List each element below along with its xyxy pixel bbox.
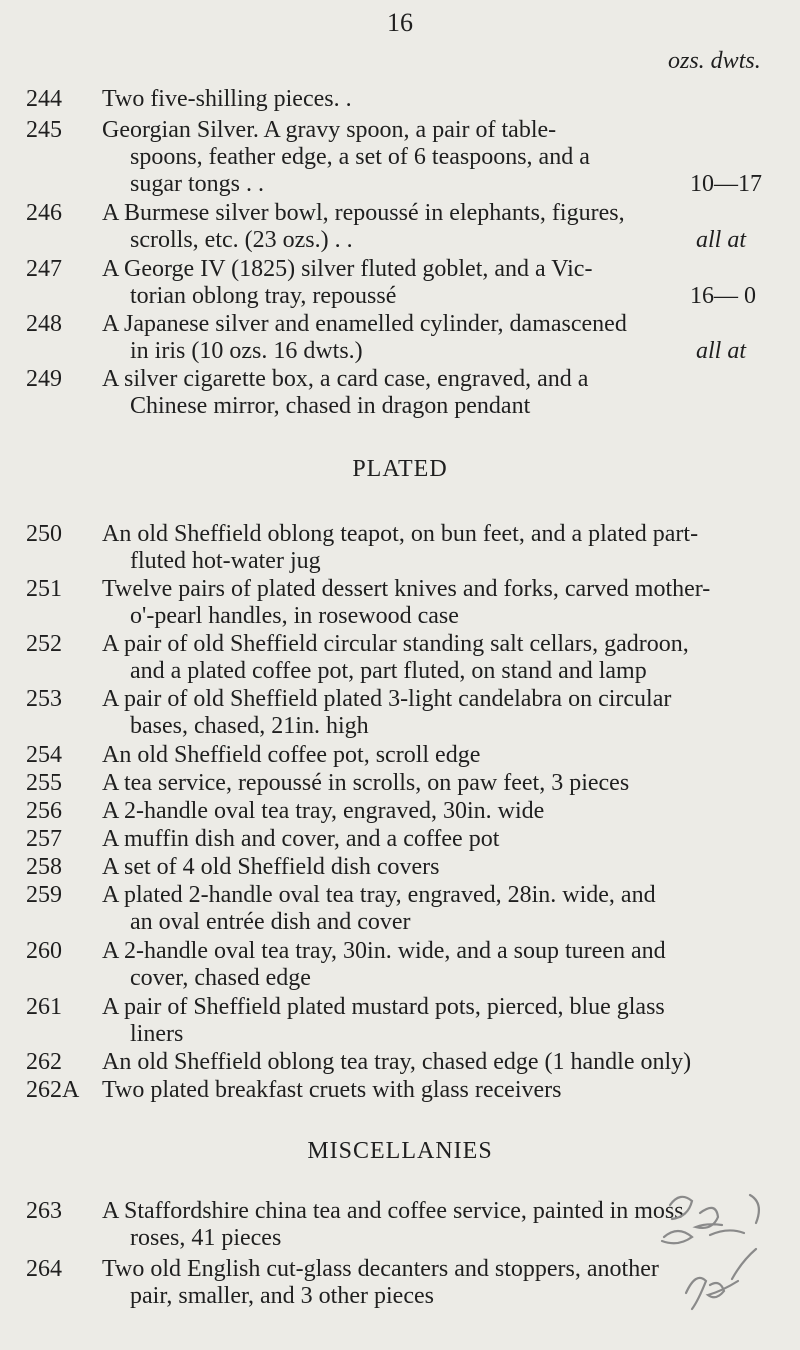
lot-description: and a plated coffee pot, part fluted, on stand and lamp [130,658,647,684]
lot-number: 258 [26,854,62,880]
lot-description: An old Sheffield oblong tea tray, chased edge (1 handle only) [102,1049,692,1075]
lot-description: liners [130,1021,184,1047]
lot-description: A Burmese silver bowl, repoussé in elephants, figures, [102,200,625,226]
lot-description: bases, chased, 21in. high [130,713,369,739]
lot-number: 253 [26,686,62,712]
lot-number: 261 [26,994,62,1020]
lot-description: sugar tongs . . [130,171,264,197]
lot-description: A pair of Sheffield plated mustard pots, pierced, blue glass [102,994,665,1020]
lot-number: 264 [26,1256,62,1282]
lot-number: 255 [26,770,62,796]
lot-number: 245 [26,117,62,143]
lot-description: torian oblong tray, repoussé [130,283,397,309]
lot-description: fluted hot-water jug [130,548,321,574]
lot-value: all at [696,227,747,253]
lot-number: 254 [26,742,62,768]
page-number: 16 [387,8,413,37]
lot-description: Chinese mirror, chased in dragon pendant [130,393,531,419]
lot-description: Two five-shilling pieces. . [102,86,352,112]
section-heading-plated: PLATED [352,456,448,482]
lot-description: Twelve pairs of plated dessert knives and forks, carved mother- [102,576,711,602]
lot-description: scrolls, etc. (23 ozs.) . . [130,227,353,253]
lot-description: Georgian Silver. A gravy spoon, a pair of table- [102,117,557,143]
lot-description: A muffin dish and cover, and a coffee pot [102,826,500,852]
lot-description: A plated 2-handle oval tea tray, engraved, 28in. wide, and [102,882,656,908]
lot-description: Two old English cut-glass decanters and stoppers, another [102,1256,659,1282]
lot-description: An old Sheffield coffee pot, scroll edge [102,742,481,768]
lot-number: 263 [26,1198,62,1224]
lot-number: 246 [26,200,62,226]
lot-description: Two plated breakfast cruets with glass receivers [102,1077,562,1103]
lot-number: 252 [26,631,62,657]
lot-description: cover, chased edge [130,965,311,991]
pencil-annotation-icon [640,1175,790,1345]
lot-description: A 2-handle oval tea tray, engraved, 30in. wide [102,798,545,824]
lot-value: 10—17 [690,171,762,197]
lot-description: A Japanese silver and enamelled cylinder, damascened [102,311,627,337]
lot-number: 259 [26,882,62,908]
lot-number: 256 [26,798,62,824]
lot-description: A George IV (1825) silver fluted goblet, and a Vic- [102,256,593,282]
lot-number: 257 [26,826,62,852]
lot-number: 262A [26,1077,80,1103]
lot-description: roses, 41 pieces [130,1225,282,1251]
lot-number: 251 [26,576,62,602]
lot-description: An old Sheffield oblong teapot, on bun feet, and a plated part- [102,521,699,547]
section-heading-miscellanies: MISCELLANIES [307,1138,493,1164]
lot-description: A silver cigarette box, a card case, engraved, and a [102,366,589,392]
lot-description: A 2-handle oval tea tray, 30in. wide, and a soup tureen and [102,938,666,964]
lot-description: o'-pearl handles, in rosewood case [130,603,459,629]
lot-description: pair, smaller, and 3 other pieces [130,1283,434,1309]
lot-description: A pair of old Sheffield circular standing salt cellars, gadroon, [102,631,689,657]
lot-number: 250 [26,521,62,547]
lot-description: A pair of old Sheffield plated 3-light candelabra on circular [102,686,672,712]
lot-value: 16— 0 [690,283,756,309]
lot-value: all at [696,338,747,364]
lot-number: 262 [26,1049,62,1075]
units-header: ozs. dwts. [668,48,761,74]
lot-number: 247 [26,256,62,282]
lot-number: 244 [26,86,62,112]
lot-description: spoons, feather edge, a set of 6 teaspoons, and a [130,144,590,170]
lot-number: 260 [26,938,62,964]
lot-number: 249 [26,366,62,392]
lot-description: A set of 4 old Sheffield dish covers [102,854,440,880]
lot-description: A tea service, repoussé in scrolls, on paw feet, 3 pieces [102,770,630,796]
lot-description: A Staffordshire china tea and coffee service, painted in moss [102,1198,684,1224]
lot-number: 248 [26,311,62,337]
lot-description: in iris (10 ozs. 16 dwts.) [130,338,363,364]
lot-description: an oval entrée dish and cover [130,909,411,935]
